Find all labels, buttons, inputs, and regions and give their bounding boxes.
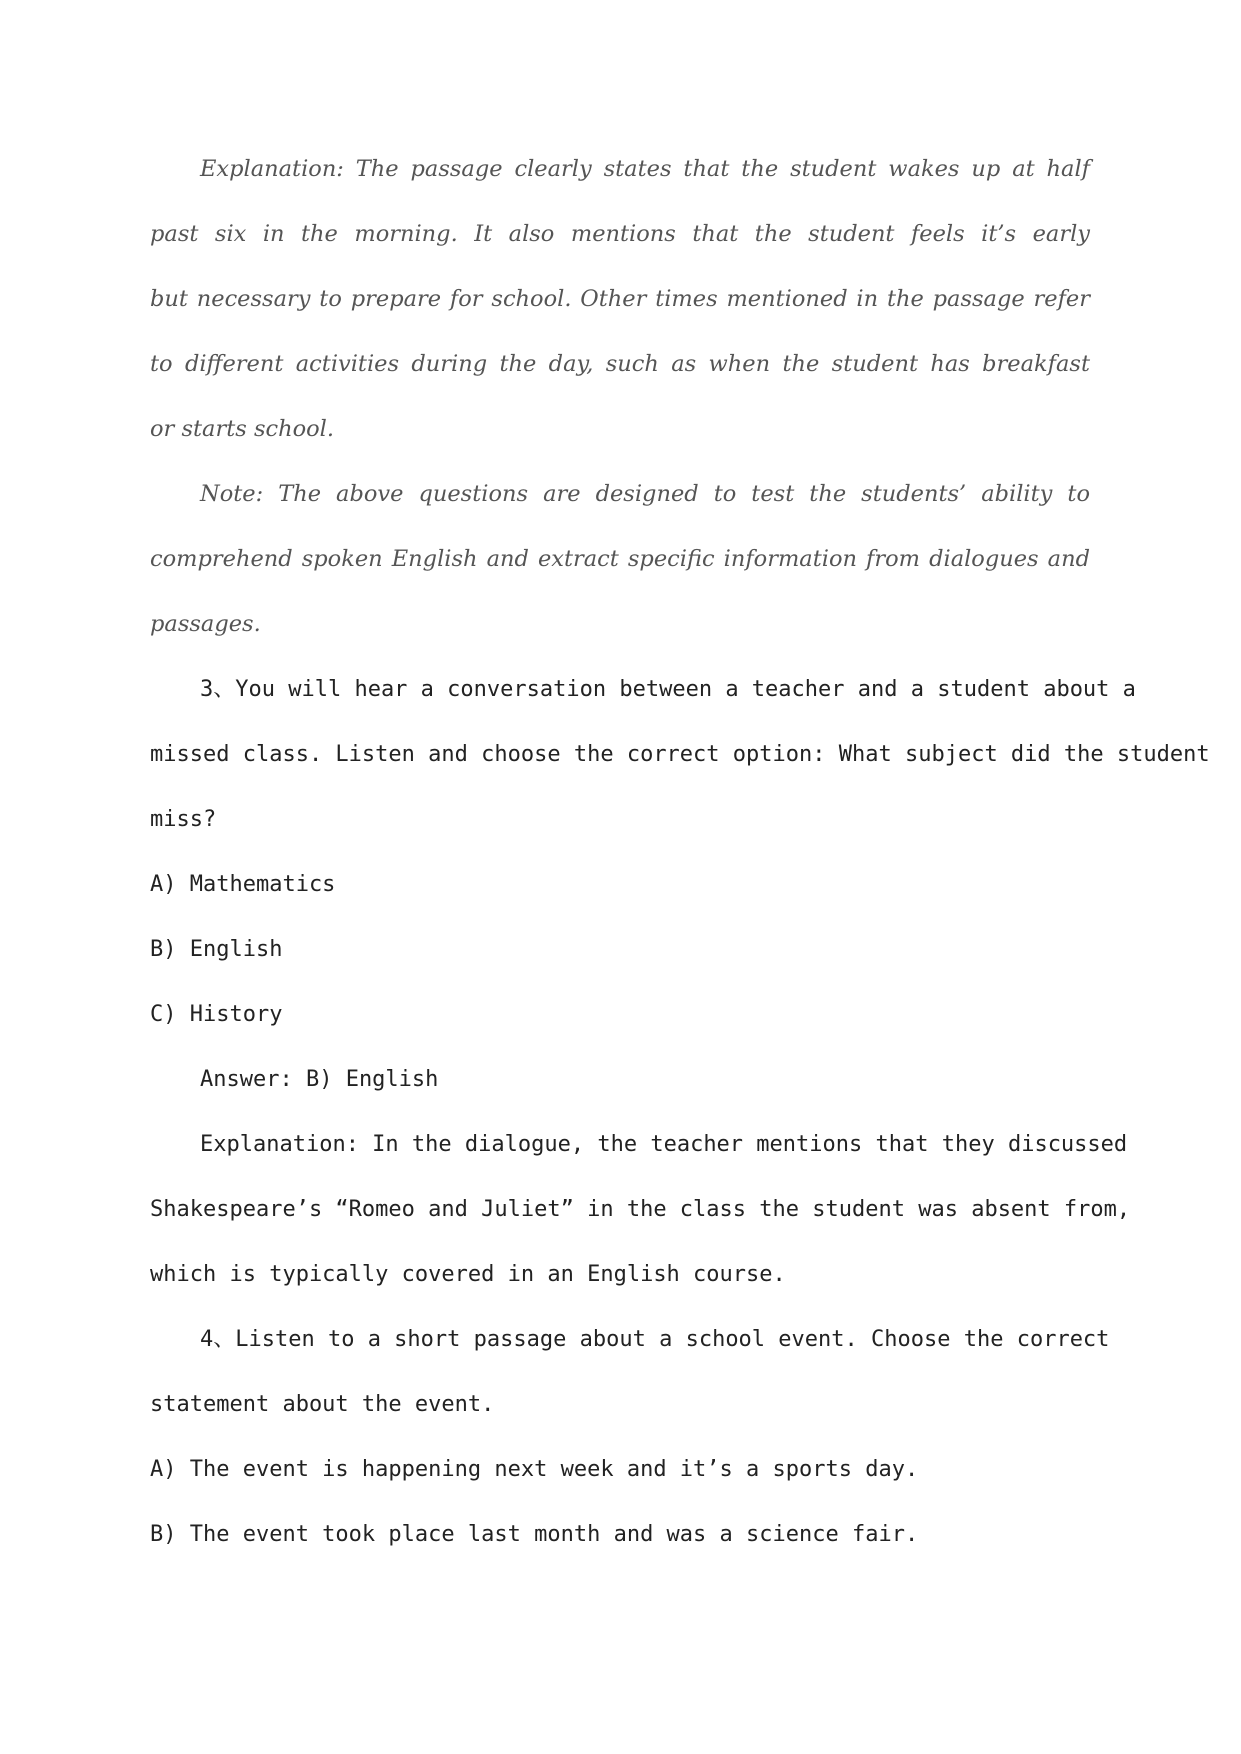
explanation-line: Explanation: In the dialogue, the teacher mentions that they discussed — [200, 1132, 1128, 1157]
question-text-line: statement about the event. — [150, 1392, 495, 1417]
text-line: or starts school. — [150, 416, 335, 442]
explanation-line: which is typically covered in an English course. — [150, 1262, 786, 1287]
text-line: past six in the morning. It also mentions that the student feels it’s early — [150, 221, 1090, 247]
question-4 — [150, 1307, 1110, 1567]
option-b: B) English — [150, 937, 283, 962]
option-c: C) History — [150, 1002, 283, 1027]
option-a: A) Mathematics — [150, 872, 336, 897]
answer-line: Answer: B) English — [200, 1067, 439, 1092]
note-paragraph — [150, 462, 1090, 657]
text-line: but necessary to prepare for school. Other times mentioned in the passage refer — [150, 286, 1090, 312]
option-a: A) The event is happening next week and it’s a sports day. — [150, 1457, 919, 1482]
option-b: B) The event took place last month and was a science fair. — [150, 1522, 919, 1547]
question-text-line: 3、You will hear a conversation between a teacher and a student about a — [200, 677, 1136, 702]
question-3 — [150, 657, 1210, 1307]
question-text-line: 4、Listen to a short passage about a school event. Choose the correct — [200, 1327, 1110, 1352]
text-line: Note: The above questions are designed to test the students’ ability to — [200, 481, 1090, 507]
explanation-line: Shakespeare’s “Romeo and Juliet” in the class the student was absent from, — [150, 1197, 1131, 1222]
question-text-line: miss? — [150, 807, 217, 832]
question-text-line: missed class. Listen and choose the correct option: What subject did the student — [150, 742, 1210, 767]
text-line: passages. — [150, 611, 261, 637]
text-line: Explanation: The passage clearly states that the student wakes up at half — [200, 156, 1090, 182]
text-line: to different activities during the day, such as when the student has breakfast — [150, 351, 1090, 377]
page-content — [150, 137, 1210, 1567]
text-line: comprehend spoken English and extract specific information from dialogues and — [150, 546, 1090, 572]
explanation-paragraph-q2 — [150, 137, 1090, 462]
